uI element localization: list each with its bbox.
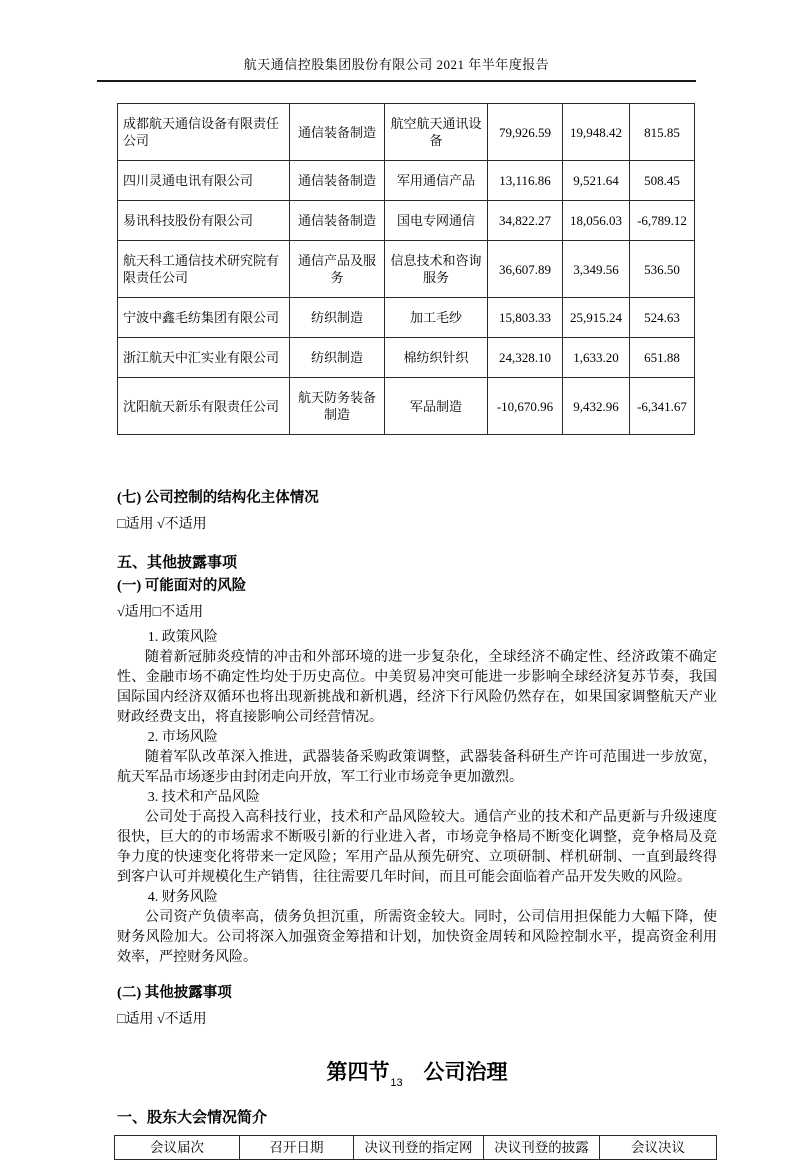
table-cell: 815.85 — [630, 104, 695, 161]
meetings-header-cell: 会议届次 — [115, 1136, 240, 1160]
meetings-table — [114, 1135, 717, 1160]
risk-item-title: 1. 政策风险 — [147, 630, 218, 645]
subsidiaries-table-body — [118, 104, 695, 435]
table-cell: 四川灵通电讯有限公司 — [118, 161, 290, 201]
table-cell: 航空航天通讯设备 — [385, 104, 488, 161]
table-cell: 通信装备制造 — [290, 201, 385, 241]
table-cell: -6,341.67 — [630, 378, 695, 435]
table-row — [118, 201, 695, 241]
table-cell: 13,116.86 — [488, 161, 563, 201]
table-cell: 651.88 — [630, 338, 695, 378]
table-cell: 通信装备制造 — [290, 161, 385, 201]
table-cell: -6,789.12 — [630, 201, 695, 241]
meetings-header-cell: 召开日期 — [240, 1136, 354, 1160]
table-cell: 通信装备制造 — [290, 104, 385, 161]
section-5-heading: 五、其他披露事项 — [117, 555, 238, 571]
table-cell: 纺织制造 — [290, 298, 385, 338]
table-cell: 24,328.10 — [488, 338, 563, 378]
table-cell: 34,822.27 — [488, 201, 563, 241]
table-cell: 79,926.59 — [488, 104, 563, 161]
document-header-title: 航天通信控股集团股份有限公司 2021 年半年度报告 — [243, 57, 550, 72]
table-cell: 1,633.20 — [563, 338, 630, 378]
table-cell: 军品制造 — [385, 378, 488, 435]
chapter-title-text: 公司治理 — [423, 1060, 508, 1084]
table-row — [118, 338, 695, 378]
table-cell: 3,349.56 — [563, 241, 630, 298]
table-cell: 信息技术和咨询服务 — [385, 241, 488, 298]
meetings-header-cell: 会议决议 — [600, 1136, 717, 1160]
content-area — [117, 103, 717, 1160]
table-cell: 浙江航天中汇实业有限公司 — [118, 338, 290, 378]
table-cell: 36,607.89 — [488, 241, 563, 298]
meetings-header-cell: 决议刊登的指定网 — [354, 1136, 484, 1160]
table-row — [118, 161, 695, 201]
section-5-1-applicability: √适用□不适用 — [117, 605, 204, 620]
subsidiaries-table — [117, 103, 695, 435]
chapter-title-number: 第四节 — [326, 1060, 390, 1084]
risk-item-title: 4. 财务风险 — [147, 890, 218, 905]
meetings-header-cell: 决议刊登的披露 — [484, 1136, 600, 1160]
table-cell: 宁波中鑫毛纺集团有限公司 — [118, 298, 290, 338]
risk-item-body: 公司资产负债率高，债务负担沉重，所需资金较大。同时，公司信用担保能力大幅下降，使财务风险加大。公司将深入加强资金筹措和计划，加快资金周转和风险控制水平，提高资金利用效率，严控财务风险。 — [117, 910, 717, 965]
table-row — [118, 298, 695, 338]
risk-list — [117, 628, 717, 968]
table-cell: -10,670.96 — [488, 378, 563, 435]
table-cell: 9,432.96 — [563, 378, 630, 435]
table-cell: 纺织制造 — [290, 338, 385, 378]
table-cell: 508.45 — [630, 161, 695, 201]
table-cell: 524.63 — [630, 298, 695, 338]
table-cell: 棉纺织针织 — [385, 338, 488, 378]
risk-item-body: 随着新冠肺炎疫情的冲击和外部环境的进一步复杂化，全球经济不确定性、经济政策不确定性、金融市场不确定性均处于历史高位。中美贸易冲突可能进一步影响全球经济复苏节奏，我国国际国内经济双循环也将出现新挑战和新机遇，经济下行风险仍然存在，如果国家调整航天产业财政经费支出，将直接影响公司经营情况。 — [117, 650, 717, 725]
risk-item-title: 3. 技术和产品风险 — [147, 790, 260, 805]
table-cell: 成都航天通信设备有限责任公司 — [118, 104, 290, 161]
table-cell: 19,948.42 — [563, 104, 630, 161]
table-cell: 通信产品及服务 — [290, 241, 385, 298]
section-5-2-applicability: □适用 √不适用 — [117, 1012, 207, 1027]
section-7-applicability: □适用 √不适用 — [117, 517, 207, 532]
table-cell: 9,521.64 — [563, 161, 630, 201]
table-cell: 加工毛纱 — [385, 298, 488, 338]
risk-item-body: 公司处于高投入高科技行业，技术和产品风险较大。通信产业的技术和产品更新与升级速度很快，巨大的的市场需求不断吸引新的行业进入者，市场竞争格局不断变化调整，竞争格局及竞争力度的快速变化将带来一定风险；军用产品从预先研究、立项研制、样机研制、一直到最终得到客户认可并规模化生产销售，往往需要几年时间，而且可能会面临着产品开发失败的风险。 — [117, 810, 717, 885]
table-cell: 航天防务装备制造 — [290, 378, 385, 435]
risk-item-title: 2. 市场风险 — [147, 730, 218, 745]
table-cell: 军用通信产品 — [385, 161, 488, 201]
section-7-heading: (七) 公司控制的结构化主体情况 — [117, 490, 319, 506]
spacer — [117, 435, 717, 487]
table-row — [118, 378, 695, 435]
table-row — [118, 241, 695, 298]
table-cell: 国电专网通信 — [385, 201, 488, 241]
table-cell: 易讯科技股份有限公司 — [118, 201, 290, 241]
table-cell: 航天科工通信技术研究院有限责任公司 — [118, 241, 290, 298]
table-cell: 25,915.24 — [563, 298, 630, 338]
section-4-1-heading: 一、股东大会情况简介 — [117, 1110, 268, 1126]
table-cell: 沈阳航天新乐有限责任公司 — [118, 378, 290, 435]
section-5-2-heading: (二) 其他披露事项 — [117, 985, 232, 1001]
table-row — [118, 104, 695, 161]
table-cell: 15,803.33 — [488, 298, 563, 338]
meetings-table-header-row — [115, 1136, 717, 1160]
header-divider — [97, 80, 696, 82]
risk-item-body: 随着军队改革深入推进，武器装备采购政策调整，武器装备科研生产许可范围进一步放宽，航天军品市场逐步由封闭走向开放，军工行业市场竞争更加激烈。 — [117, 750, 717, 785]
table-cell: 536.50 — [630, 241, 695, 298]
page-number: 13 — [390, 1077, 403, 1089]
table-cell: 18,056.03 — [563, 201, 630, 241]
section-5-1-heading: (一) 可能面对的风险 — [117, 578, 247, 594]
